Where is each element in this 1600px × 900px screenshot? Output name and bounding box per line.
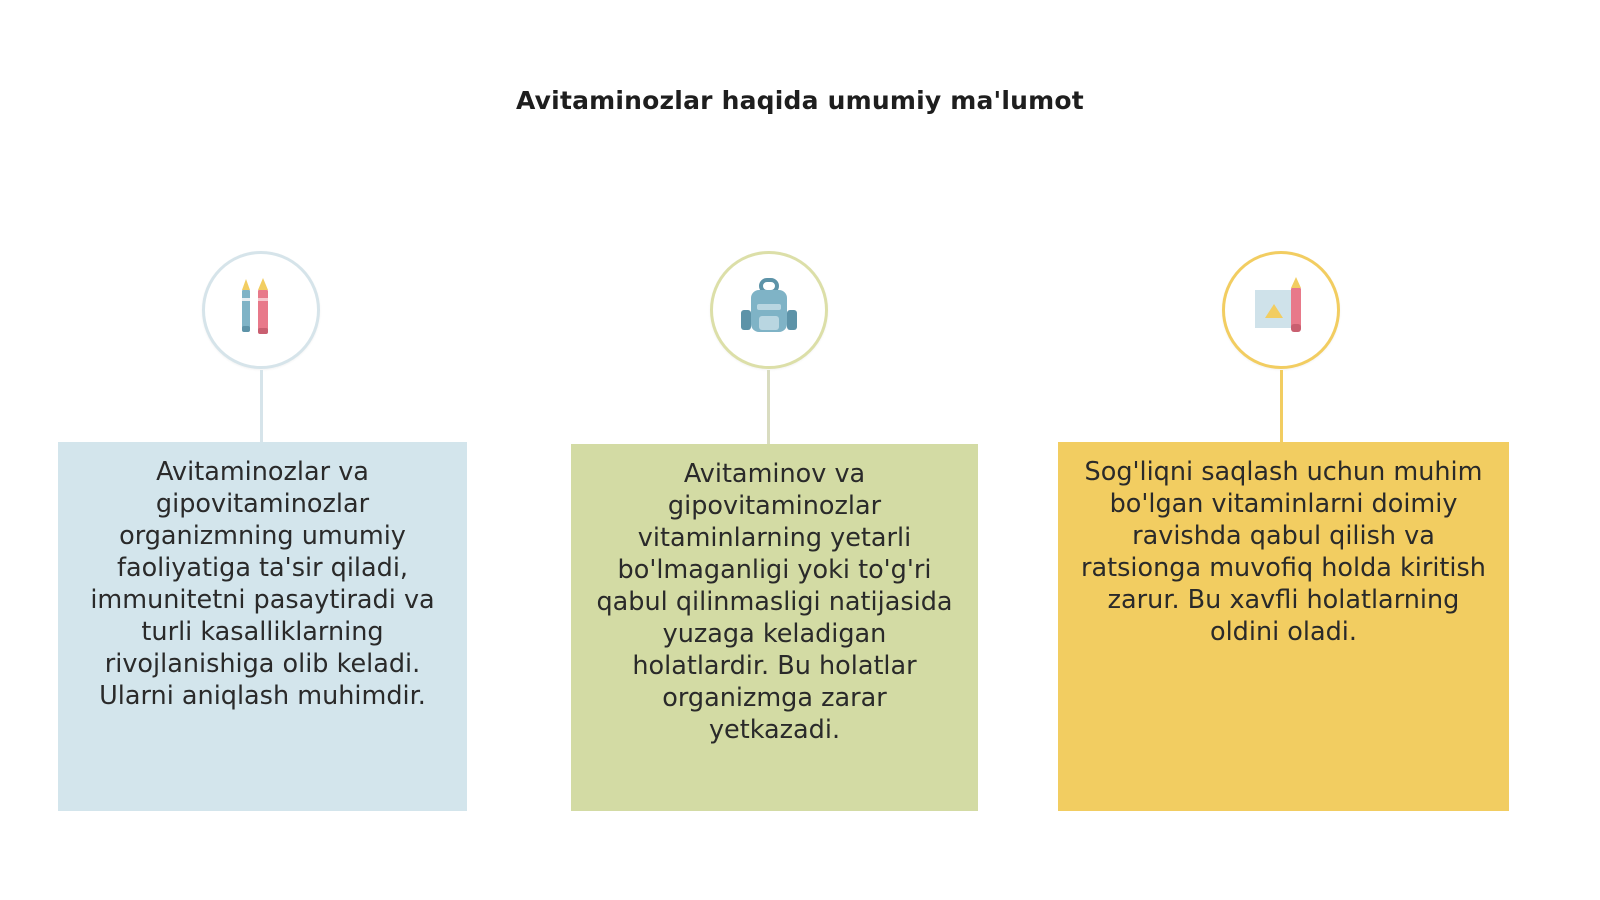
pencils-icon [231,276,291,345]
info-card-3 [1058,442,1509,811]
drawing-pencil-icon [1249,276,1313,345]
info-card-text-3: Sog'liqni saqlash uchun muhim bo'lgan vitaminlarni doimiy ravishda qabul qilish va ratsionga muvofiq holda kiritish zarur. Bu xavfli holatlarning oldini oladi. [1081,457,1486,647]
info-card-1 [58,442,467,811]
connector-line-3 [1280,370,1283,442]
info-card-text-1: Avitaminozlar va gipovitaminozlar organizmning umumiy faoliyatiga ta'sir qiladi, immunitetni pasaytiradi va turli kasalliklarning rivojlanishiga olib keladi. Ularni aniqlash muhimdir. [90,457,435,711]
info-card-2 [571,444,978,811]
info-card-text-2: Avitaminov va gipovitaminozlar vitaminlarning yetarli bo'lmaganligi yoki to'g'ri qabul qilinmasligi natijasida yuzaga keladigan holatlardir. Bu holatlar organizmga zarar yetkazadi. [596,459,953,745]
connector-line-1 [260,370,263,442]
icon-circle-1 [202,251,320,369]
connector-line-2 [767,370,770,444]
page-title: Avitaminozlar haqida umumiy ma'lumot [516,86,1084,115]
backpack-icon [737,276,801,345]
icon-circle-2 [710,251,828,369]
icon-circle-3 [1222,251,1340,369]
